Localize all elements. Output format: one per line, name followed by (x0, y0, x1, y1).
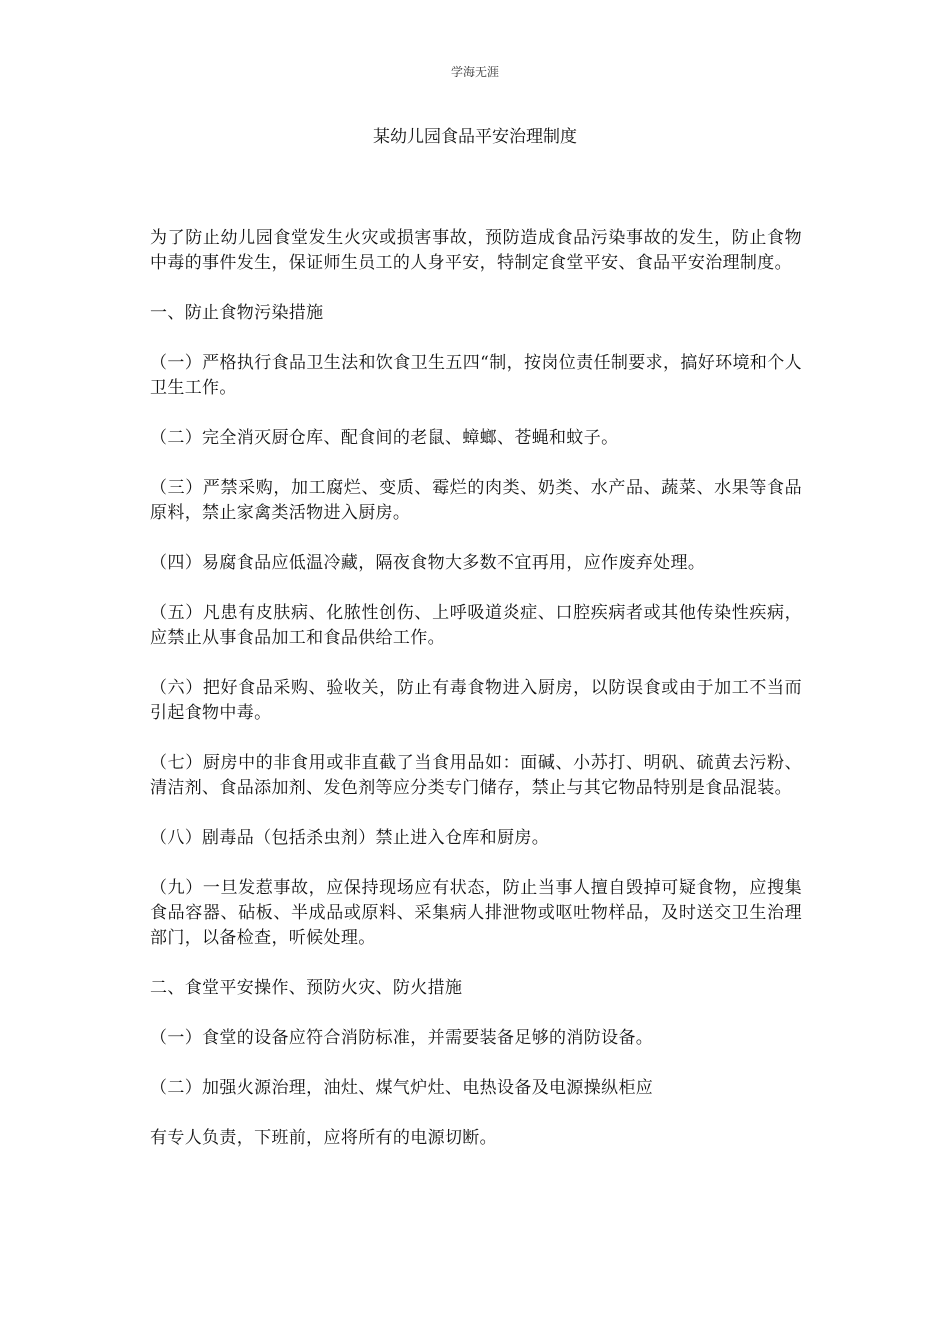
section-2-item-1: （一）食堂的设备应符合消防标准，并需要装备足够的消防设备。 (150, 1028, 654, 1048)
section-1-item-2: （二）完全消灭厨仓库、配食间的老鼠、蟑螂、苍蝇和蚊子。 (150, 428, 619, 448)
section-1-item-1: （一）严格执行食品卫生法和饮食卫生五四“制，按岗位责任制要求，搞好环境和个人卫生工作。 (150, 353, 802, 398)
section-1-item-8: （八）剧毒品（包括杀虫剂）禁止进入仓库和厨房。 (150, 828, 550, 848)
document-body (150, 226, 802, 1176)
page-header-note: 学海无涯 (450, 65, 499, 79)
intro-paragraph: 为了防止幼儿园食堂发生火灾或损害事故，预防造成食品污染事故的发生，防止食物中毒的事件发生，保证师生员工的人身平安，特制定食堂平安、食品平安治理制度。 (150, 228, 802, 273)
section-2-item-2: （二）加强火源治理，油灶、煤气炉灶、电热设备及电源操纵柜应 (150, 1078, 654, 1098)
document-title: 某幼儿园食品平安治理制度 (373, 127, 577, 147)
section-1-item-7: （七）厨房中的非食用或非直截了当食用品如：面碱、小苏打、明矾、硫黄去污粉、清洁剂、食品添加剂、发色剂等应分类专门储存，禁止与其它物品特别是食品混装。 (150, 753, 802, 798)
section-1-item-4: （四）易腐食品应低温冷藏，隔夜食物大多数不宜再用，应作废弃处理。 (150, 553, 706, 573)
section-1-item-3: （三）严禁采购，加工腐烂、变质、霉烂的肉类、奶类、水产品、蔬菜、水果等食品原料，禁止家禽类活物进入厨房。 (150, 478, 802, 523)
section-1-item-6: （六）把好食品采购、验收关，防止有毒食物进入厨房，以防误食或由于加工不当而引起食物中毒。 (150, 678, 802, 723)
section-1-item-5: （五）凡患有皮肤病、化脓性创伤、上呼吸道炎症、口腔疾病者或其他传染性疾病，应禁止从事食品加工和食品供给工作。 (150, 603, 802, 648)
section-1-item-9: （九）一旦发惹事故，应保持现场应有状态，防止当事人擅自毁掉可疑食物，应搜集食品容器、砧板、半成品或原料、采集病人排泄物或呕吐物样品，及时送交卫生治理部门，以备检查，听候处理。 (150, 878, 802, 948)
section-2-heading: 二、食堂平安操作、预防火灾、防火措施 (150, 978, 463, 998)
section-2-item-2-continued: 有专人负责，下班前，应将所有的电源切断。 (150, 1128, 497, 1148)
section-1-heading: 一、防止食物污染措施 (150, 303, 324, 323)
